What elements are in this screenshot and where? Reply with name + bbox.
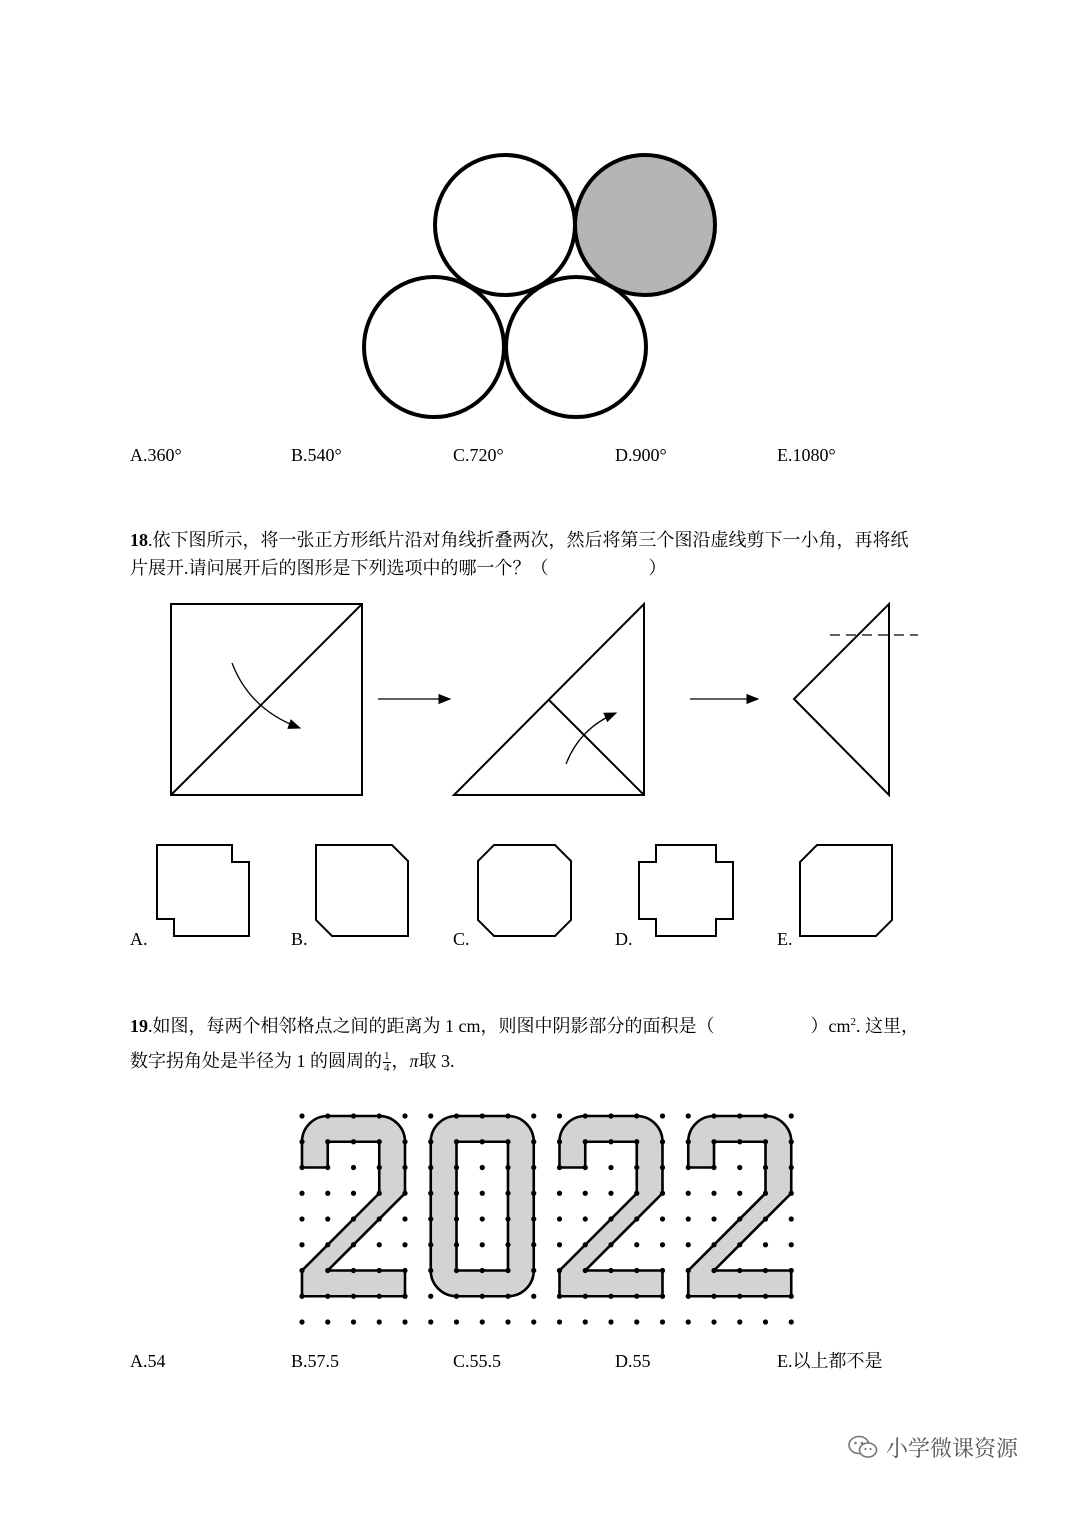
grid-dot	[634, 1268, 639, 1273]
q17-circles-figure	[350, 145, 730, 430]
grid-dot	[789, 1216, 794, 1221]
q19-question-line2	[130, 1050, 455, 1074]
grid-dot	[583, 1268, 588, 1273]
grid-dot	[531, 1216, 536, 1221]
q19-fraction-denominator: 4	[384, 1062, 390, 1075]
grid-dot	[428, 1165, 433, 1170]
grid-dot	[686, 1216, 691, 1221]
q19-unit-superscript: 2	[850, 1016, 856, 1028]
grid-dot	[583, 1191, 588, 1196]
grid-dot	[377, 1294, 382, 1299]
grid-dot	[583, 1165, 588, 1170]
grid-dot	[351, 1165, 356, 1170]
grid-dot	[325, 1319, 330, 1324]
q17-circle-bottom-right	[506, 277, 646, 417]
grid-dot	[660, 1242, 665, 1247]
q17-option-e[interactable]: E.1080°	[777, 445, 836, 465]
grid-dot	[402, 1216, 407, 1221]
q19-2022-grid-figure	[290, 1106, 800, 1326]
grid-dot	[660, 1216, 665, 1221]
grid-dot	[608, 1139, 613, 1144]
grid-dot	[454, 1242, 459, 1247]
grid-dot	[454, 1216, 459, 1221]
grid-dot	[711, 1216, 716, 1221]
grid-dot	[428, 1216, 433, 1221]
q19-text-line1-c: . 这里，	[856, 1016, 919, 1036]
grid-dot	[634, 1216, 639, 1221]
grid-dot	[711, 1113, 716, 1118]
grid-dot	[608, 1294, 613, 1299]
grid-dot	[789, 1139, 794, 1144]
grid-dot	[660, 1294, 665, 1299]
grid-dot	[583, 1113, 588, 1118]
grid-dot	[377, 1268, 382, 1273]
grid-dot	[428, 1268, 433, 1273]
grid-dot	[737, 1165, 742, 1170]
grid-dot	[377, 1113, 382, 1118]
grid-dot	[557, 1319, 562, 1324]
grid-dot	[789, 1113, 794, 1118]
q18-text-line2: 片展开.请问展开后的图形是下列选项中的哪一个？（	[130, 558, 549, 578]
q17-circle-bottom-left	[364, 277, 504, 417]
grid-dot	[660, 1191, 665, 1196]
grid-dot	[557, 1242, 562, 1247]
q18-text-line2-end: ）	[648, 558, 667, 578]
grid-dot	[583, 1242, 588, 1247]
grid-dot	[480, 1191, 485, 1196]
grid-dot	[299, 1242, 304, 1247]
grid-dot	[583, 1216, 588, 1221]
q17-option-c[interactable]: C.720°	[453, 445, 504, 465]
grid-dot	[325, 1268, 330, 1273]
grid-dot	[686, 1165, 691, 1170]
grid-dot	[454, 1191, 459, 1196]
grid-dot	[299, 1191, 304, 1196]
grid-dot	[660, 1165, 665, 1170]
grid-dot	[789, 1242, 794, 1247]
grid-dot	[634, 1242, 639, 1247]
grid-dot	[763, 1139, 768, 1144]
grid-dot	[531, 1165, 536, 1170]
grid-dot	[402, 1191, 407, 1196]
q19-option-a[interactable]: A.54	[130, 1351, 166, 1371]
grid-dot	[557, 1165, 562, 1170]
grid-dot	[480, 1268, 485, 1273]
grid-dot	[505, 1191, 510, 1196]
grid-dot	[608, 1113, 613, 1118]
q19-option-d[interactable]: D.55	[615, 1351, 651, 1371]
q19-text-line2-a: 数字拐角处是半径为 1 的圆周的	[130, 1051, 382, 1071]
grid-dot	[480, 1319, 485, 1324]
grid-dot	[351, 1139, 356, 1144]
q18-shape-a[interactable]	[157, 845, 249, 936]
grid-dot	[711, 1191, 716, 1196]
grid-dot	[505, 1139, 510, 1144]
q19-pi-symbol: π	[409, 1051, 419, 1071]
q18-square-step1	[171, 604, 362, 795]
q19-number: 19	[130, 1016, 148, 1036]
q17-option-b[interactable]: B.540°	[291, 445, 342, 465]
grid-dot	[763, 1191, 768, 1196]
grid-dot	[711, 1268, 716, 1273]
grid-dot	[763, 1113, 768, 1118]
watermark-text: 小学微课资源	[886, 1437, 1019, 1462]
grid-dot	[789, 1268, 794, 1273]
grid-dot	[763, 1294, 768, 1299]
grid-dot	[737, 1191, 742, 1196]
grid-dot	[711, 1294, 716, 1299]
grid-dot	[351, 1113, 356, 1118]
grid-dot	[299, 1294, 304, 1299]
grid-dot	[480, 1242, 485, 1247]
grid-dot	[557, 1294, 562, 1299]
grid-dot	[351, 1294, 356, 1299]
grid-dot	[634, 1113, 639, 1118]
wechat-icon	[848, 1435, 878, 1465]
grid-dot	[531, 1294, 536, 1299]
grid-dot	[454, 1319, 459, 1324]
grid-dot	[480, 1294, 485, 1299]
q19-text-line1-b: ）cm	[810, 1016, 851, 1036]
grid-dot	[325, 1113, 330, 1118]
grid-dot	[557, 1268, 562, 1273]
q18-shape-b[interactable]	[316, 845, 408, 936]
grid-dot	[686, 1113, 691, 1118]
grid-dot	[737, 1242, 742, 1247]
grid-dot	[686, 1242, 691, 1247]
grid-dot	[299, 1165, 304, 1170]
q18-option-label-e[interactable]: E.	[777, 929, 793, 949]
grid-dot	[711, 1242, 716, 1247]
grid-dot	[531, 1113, 536, 1118]
grid-dot	[583, 1294, 588, 1299]
q19-text-line2-c: 取 3.	[418, 1051, 455, 1071]
grid-dot	[763, 1216, 768, 1221]
grid-dot	[454, 1139, 459, 1144]
grid-dot	[454, 1294, 459, 1299]
grid-dot	[299, 1139, 304, 1144]
q19-option-c[interactable]: C.55.5	[453, 1351, 502, 1371]
grid-dot	[351, 1268, 356, 1273]
grid-dot	[351, 1319, 356, 1324]
q19-question-line1	[130, 1011, 919, 1037]
q17-circle-top-right-shaded	[575, 155, 715, 295]
grid-dot	[377, 1165, 382, 1170]
q18-shape-d[interactable]	[639, 845, 733, 936]
q19-digit-shapes	[302, 1116, 791, 1296]
grid-dot	[711, 1165, 716, 1170]
grid-dot	[505, 1242, 510, 1247]
grid-dot	[608, 1216, 613, 1221]
grid-dot	[505, 1319, 510, 1324]
grid-dot	[480, 1139, 485, 1144]
grid-dot	[634, 1191, 639, 1196]
q18-text-line1: .依下图所示，将一张正方形纸片沿对角线折叠两次，然后将第三个图沿虚线剪下一小角，再将纸	[148, 530, 909, 550]
grid-dot	[402, 1113, 407, 1118]
grid-dot	[737, 1268, 742, 1273]
q18-number: 18	[130, 530, 148, 550]
q19-text-line2-b: ，	[391, 1051, 410, 1071]
q19-fraction	[383, 1051, 391, 1074]
grid-dot	[686, 1139, 691, 1144]
q18-option-label-d[interactable]: D.	[615, 929, 633, 949]
grid-dot	[325, 1165, 330, 1170]
grid-dot	[634, 1139, 639, 1144]
grid-dot	[557, 1191, 562, 1196]
grid-dot	[737, 1319, 742, 1324]
grid-dot	[608, 1242, 613, 1247]
grid-dot	[454, 1165, 459, 1170]
grid-dot	[299, 1319, 304, 1324]
grid-dot	[402, 1165, 407, 1170]
q18-folding-figure	[160, 595, 930, 805]
grid-dot	[531, 1242, 536, 1247]
grid-dot	[531, 1319, 536, 1324]
grid-dot	[789, 1165, 794, 1170]
q18-shape-e[interactable]	[800, 845, 892, 936]
grid-dot	[402, 1319, 407, 1324]
grid-dot	[583, 1319, 588, 1324]
grid-dot	[480, 1165, 485, 1170]
q19-option-e[interactable]: E.以上都不是	[777, 1351, 883, 1371]
grid-dot	[634, 1165, 639, 1170]
grid-dot	[608, 1319, 613, 1324]
grid-dot	[428, 1294, 433, 1299]
grid-dot	[531, 1268, 536, 1273]
grid-dot	[454, 1113, 459, 1118]
grid-dot	[789, 1191, 794, 1196]
watermark	[848, 1432, 1018, 1465]
grid-dot	[505, 1268, 510, 1273]
q18-option-label-a[interactable]: A.	[130, 929, 148, 949]
grid-dot	[686, 1268, 691, 1273]
grid-dot	[505, 1113, 510, 1118]
grid-dot	[711, 1139, 716, 1144]
grid-dot	[505, 1165, 510, 1170]
grid-dot	[480, 1113, 485, 1118]
grid-dot	[660, 1268, 665, 1273]
q18-option-label-c[interactable]: C.	[453, 929, 470, 949]
grid-dot	[377, 1139, 382, 1144]
grid-dot	[505, 1294, 510, 1299]
grid-dot	[608, 1268, 613, 1273]
grid-dot	[351, 1191, 356, 1196]
grid-dot	[737, 1113, 742, 1118]
q17-option-d[interactable]: D.900°	[615, 445, 667, 465]
grid-dot	[402, 1242, 407, 1247]
q18-triangle-step3	[794, 604, 918, 795]
grid-dot	[737, 1216, 742, 1221]
grid-dot	[660, 1113, 665, 1118]
q18-question-line2	[130, 557, 667, 579]
grid-dot	[660, 1139, 665, 1144]
grid-dot	[351, 1216, 356, 1221]
grid-dot	[428, 1113, 433, 1118]
grid-dot	[428, 1242, 433, 1247]
grid-dot	[325, 1216, 330, 1221]
grid-dot	[299, 1216, 304, 1221]
grid-dot	[299, 1113, 304, 1118]
grid-dot	[299, 1268, 304, 1273]
grid-dot	[480, 1216, 485, 1221]
grid-dot	[377, 1319, 382, 1324]
grid-dot	[711, 1319, 716, 1324]
grid-dot	[608, 1165, 613, 1170]
grid-dot	[377, 1242, 382, 1247]
grid-dot	[557, 1113, 562, 1118]
grid-dot	[531, 1139, 536, 1144]
q19-fraction-numerator: 1	[384, 1050, 390, 1063]
grid-dot	[686, 1191, 691, 1196]
grid-dot	[557, 1216, 562, 1221]
grid-dot	[737, 1139, 742, 1144]
grid-dot	[789, 1294, 794, 1299]
grid-dot	[634, 1319, 639, 1324]
q17-option-a[interactable]: A.360°	[130, 445, 182, 465]
grid-dot	[428, 1139, 433, 1144]
grid-dot	[428, 1191, 433, 1196]
grid-dot	[583, 1139, 588, 1144]
q18-option-label-b[interactable]: B.	[291, 929, 308, 949]
grid-dot	[377, 1216, 382, 1221]
q18-question-line1	[130, 529, 909, 551]
grid-dot	[377, 1191, 382, 1196]
grid-dot	[789, 1319, 794, 1324]
grid-dot	[505, 1216, 510, 1221]
grid-dot	[325, 1139, 330, 1144]
q19-text-line1-a: .如图，每两个相邻格点之间的距离为 1 cm，则图中阴影部分的面积是（	[148, 1016, 715, 1036]
grid-dot	[686, 1319, 691, 1324]
q18-triangle-step2	[454, 604, 644, 795]
grid-dot	[763, 1242, 768, 1247]
grid-dot	[763, 1268, 768, 1273]
grid-dot	[325, 1242, 330, 1247]
grid-dot	[454, 1268, 459, 1273]
grid-dot	[402, 1294, 407, 1299]
q17-circle-top-left	[435, 155, 575, 295]
grid-dot	[763, 1319, 768, 1324]
grid-dot	[325, 1191, 330, 1196]
grid-dot	[325, 1294, 330, 1299]
grid-dot	[428, 1319, 433, 1324]
grid-dot	[402, 1139, 407, 1144]
grid-dot	[737, 1294, 742, 1299]
q18-shape-c[interactable]	[478, 845, 571, 936]
q19-option-b[interactable]: B.57.5	[291, 1351, 340, 1371]
grid-dot	[351, 1242, 356, 1247]
grid-dot	[531, 1191, 536, 1196]
grid-dot	[557, 1139, 562, 1144]
grid-dot	[402, 1268, 407, 1273]
grid-dot	[634, 1294, 639, 1299]
grid-dot	[686, 1294, 691, 1299]
grid-dot	[608, 1191, 613, 1196]
grid-dot	[763, 1165, 768, 1170]
grid-dot	[660, 1319, 665, 1324]
